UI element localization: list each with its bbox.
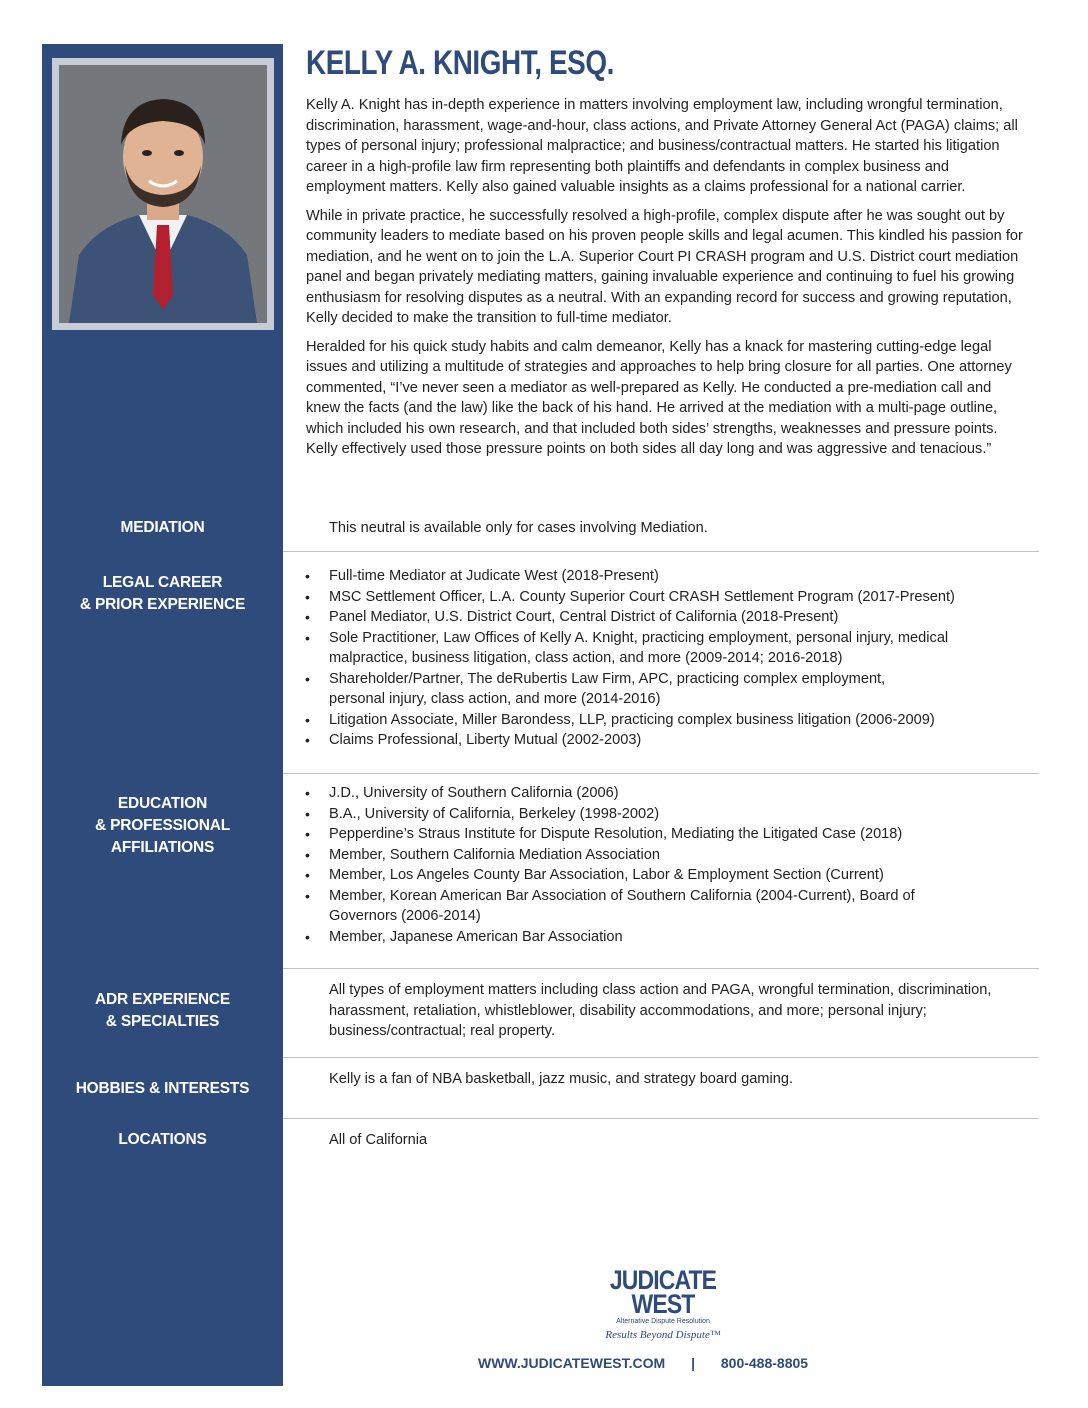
divider: [283, 1057, 1039, 1058]
list-item: • B.A., University of California, Berkeley (1998-2002): [329, 804, 989, 825]
list-item: • Shareholder/Partner, The deRubertis Law Firm, APC, practicing complex employment, personal injury, class action, and more (2014-2016): [329, 669, 939, 710]
list-item: • Litigation Associate, Miller Barondess, LLP, practicing complex business litigation (2006-2009): [329, 710, 989, 731]
section-label-line: EDUCATION: [117, 795, 208, 812]
logo-subtitle: Alternative Dispute Resolution: [616, 1318, 710, 1325]
list-item: • Member, Japanese American Bar Association: [329, 927, 989, 948]
section-label-line: & PROFESSIONAL AFFILIATIONS: [95, 817, 230, 856]
section-body-education: [329, 783, 989, 947]
section-label-legal-career: [42, 572, 283, 616]
footer: [478, 1355, 808, 1371]
section-body-legal-career: [329, 566, 989, 751]
portrait-photo: [59, 65, 267, 323]
divider: [283, 968, 1039, 969]
list-item: • Member, Korean American Bar Association of Southern California (2004-Current), Board of Governors (2006-2014): [329, 886, 979, 927]
page-title: KELLY A. KNIGHT, ESQ.: [306, 44, 614, 82]
bio-paragraph: Kelly A. Knight has in-depth experience in matters involving employment law, including wrongful termination, discrimination, harassment, wage-and-hour, class actions, and Private Attorney General Act (PAGA) claims; all types of personal injury; professional malpractice; and business/contractual matters. He started his litigation career in a high-profile law firm representing both plaintiffs and defendants in complex business and employment matters. Kelly also gained valuable insights as a claims professional for a national carrier.: [306, 97, 1018, 195]
section-body-hobbies: Kelly is a fan of NBA basketball, jazz music, and strategy board gaming.: [329, 1071, 793, 1087]
section-label-education: [42, 793, 283, 859]
list-item: • Claims Professional, Liberty Mutual (2002-2003): [329, 730, 989, 751]
section-label-line: MEDIATION: [120, 519, 205, 536]
section-body-mediation: This neutral is available only for cases involving Mediation.: [329, 520, 708, 536]
divider: [283, 773, 1039, 774]
phone-number[interactable]: 800-488-8805: [720, 1355, 809, 1371]
section-label-locations: [42, 1129, 283, 1151]
section-label-line: & SPECIALTIES: [105, 1013, 220, 1030]
bio-paragraph: While in private practice, he successfully resolved a high-profile, complex dispute after he was sought out by community leaders to mediate based on his proven people skills and legal acumen. This kindled his passion for mediation, and he went on to join the L.A. Superior Court PI CRASH program and U.S. District court mediation panel and began privately mediating matters, gaining invaluable experience and continuing to fuel his growing enthusiasm for resolving disputes as a neutral. With an expanding record for success and growing reputation, Kelly decided to make the transition to full-time mediator.: [306, 207, 1023, 326]
section-label-line: LEGAL CAREER: [102, 574, 223, 591]
portrait-illustration: [59, 65, 267, 323]
list-item: • Sole Practitioner, Law Offices of Kelly A. Knight, practicing employment, personal injury, medical malpractice, business litigation, class action, and more (2009-2014; 2016-2018): [329, 628, 954, 669]
list-item: • J.D., University of Southern California (2006): [329, 783, 989, 804]
list-item: • Member, Southern California Mediation Association: [329, 845, 989, 866]
biography: [306, 95, 1028, 468]
section-label-mediation: [42, 517, 283, 539]
section-label-line: ADR EXPERIENCE: [94, 991, 230, 1008]
logo-tagline: Results Beyond Dispute™: [605, 1329, 721, 1341]
section-body-locations: All of California: [329, 1132, 428, 1148]
footer-separator: |: [691, 1355, 695, 1371]
section-label-line: & PRIOR EXPERIENCE: [79, 596, 246, 613]
portrait-frame: [52, 58, 274, 330]
divider: [283, 551, 1039, 552]
list-item: • Pepperdine’s Straus Institute for Dispute Resolution, Mediating the Litigated Case (2018): [329, 824, 989, 845]
section-label-line: LOCATIONS: [118, 1131, 207, 1148]
list-item: • Panel Mediator, U.S. District Court, Central District of California (2018-Present): [329, 607, 989, 628]
bio-paragraph: Heralded for his quick study habits and calm demeanor, Kelly has a knack for mastering cutting-edge legal issues and utilizing a multitude of strategies and approaches to help bring closure for all parties. One attorney commented, “I’ve never seen a mediator as well-prepared as Kelly. He conducted a pre-mediation call and knew the facts (and the law) like the back of his hand. He arrived at the mediation with a multi-page outline, which included his own research, and that included both sides’ strengths, weaknesses and pressure points. Kelly effectively used those pressure points on both sides all day long and was aggressive and tenacious.”: [306, 338, 1012, 457]
list-item: • Full-time Mediator at Judicate West (2018-Present): [329, 566, 989, 587]
logo-line2: WEST: [631, 1289, 695, 1319]
section-label-line: HOBBIES & INTERESTS: [75, 1080, 250, 1097]
list-item: • MSC Settlement Officer, L.A. County Superior Court CRASH Settlement Program (2017-Present): [329, 587, 989, 608]
judicate-west-logo: [598, 1265, 728, 1352]
logo-line1: JUDICATE: [609, 1265, 717, 1295]
divider: [283, 1118, 1039, 1119]
section-label-adr: [42, 989, 283, 1033]
section-body-adr: All types of employment matters including class action and PAGA, wrongful termination, discrimination, harassment, retaliation, whistleblower, disability accommodations, and more; personal injury; business/contractual; real property.: [329, 982, 992, 1039]
list-item: • Member, Los Angeles County Bar Association, Labor & Employment Section (Current): [329, 865, 989, 886]
website-link[interactable]: WWW.JUDICATEWEST.COM: [478, 1355, 666, 1371]
section-label-hobbies: [42, 1078, 283, 1100]
